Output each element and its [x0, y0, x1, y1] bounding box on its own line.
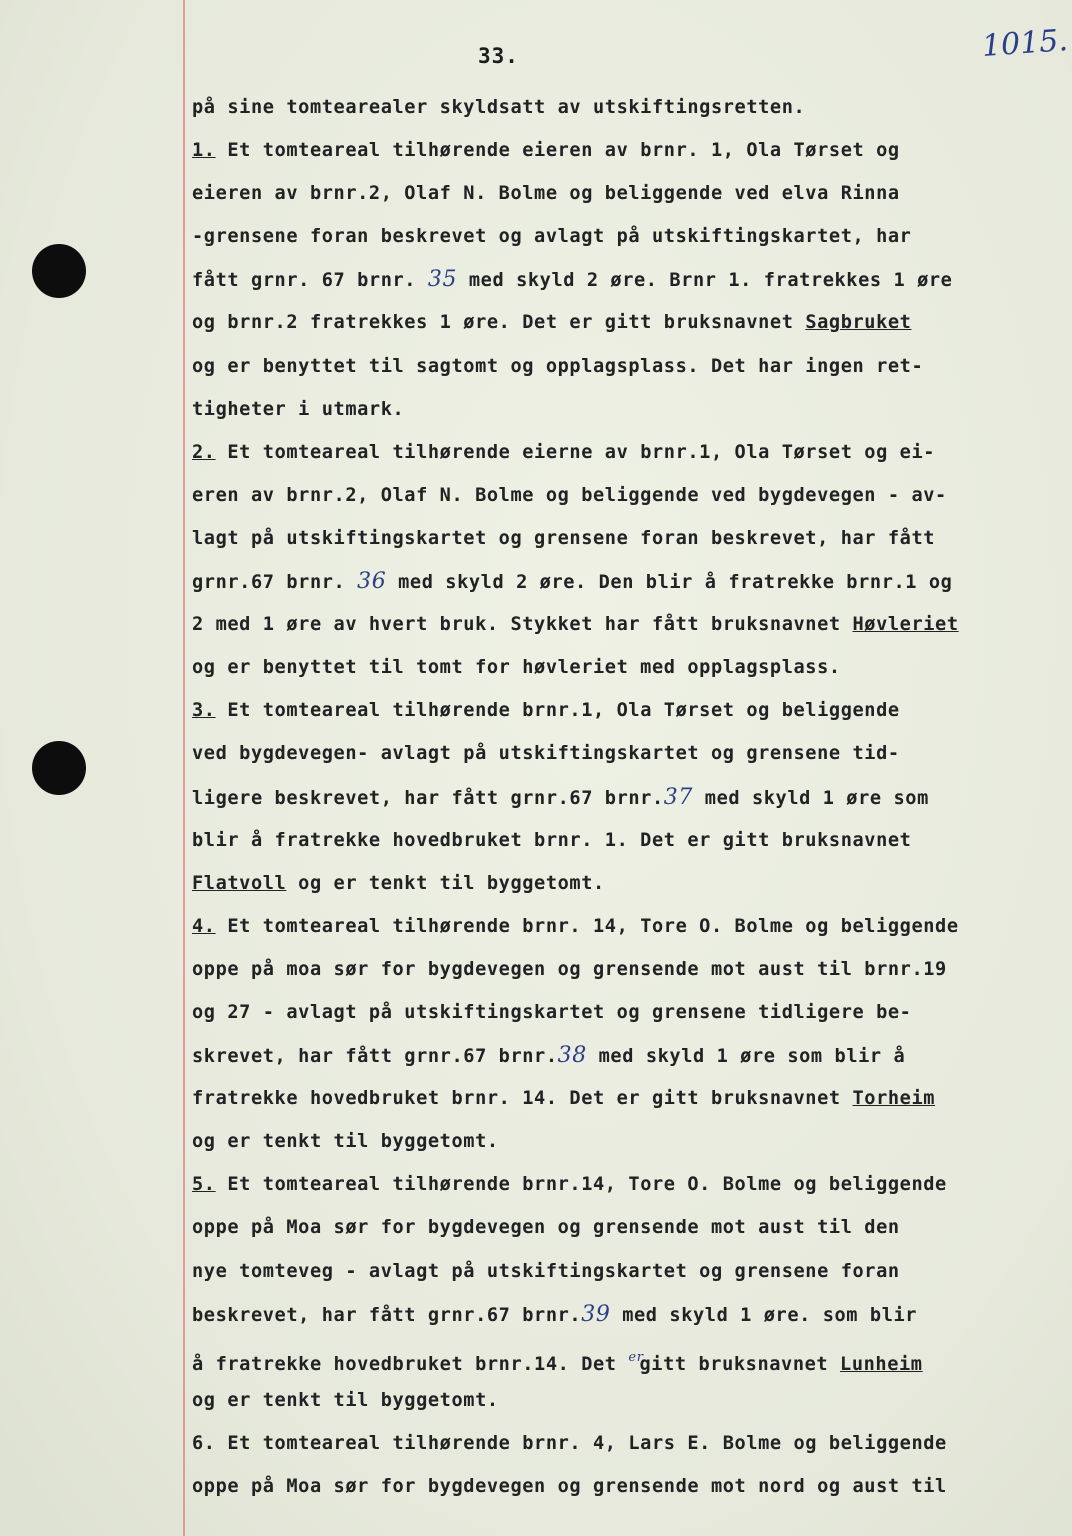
text-line: [192, 86, 1042, 129]
text-segment: med skyld 1 øre. som blir: [610, 1304, 918, 1326]
text-segment: lagt på utskiftingskartet og grensene foran beskrevet, har fått: [192, 527, 936, 549]
text-line: [192, 862, 1042, 905]
text-line: [192, 1293, 1042, 1336]
text-segment: oppe på Moa sør for bygdevegen og grensende mot nord og aust til: [192, 1476, 947, 1497]
handwritten-brnr-number: 37: [663, 784, 693, 810]
text-segment: 6. Et tomteareal tilhørende brnr. 4, Lars E. Bolme og beliggende: [192, 1432, 947, 1454]
text-line: [192, 301, 1042, 344]
handwritten-brnr-number: 35: [427, 267, 458, 293]
text-segment: -grensene foran beskrevet og avlagt på utskiftingskartet, har: [192, 226, 912, 248]
text-line: [192, 819, 1042, 862]
text-line: [192, 646, 1042, 689]
text-line: [192, 129, 1042, 172]
text-segment: og er benyttet til tomt for høvleriet med opplagsplass.: [192, 657, 841, 679]
text-segment: og brnr.2 fratrekkes 1 øre. Det er gitt bruksnavnet: [192, 312, 806, 334]
text-line: [192, 517, 1042, 560]
text-line: [192, 1034, 1042, 1077]
text-line: [192, 603, 1042, 646]
text-line: [192, 991, 1042, 1034]
text-line: [192, 689, 1042, 732]
underlined-farm-name: Lunheim: [840, 1353, 923, 1375]
text-segment: ved bygdevegen- avlagt på utskiftingskartet og grensene tid-: [192, 743, 900, 765]
text-segment: oppe på Moa sør for bygdevegen og grensende mot aust til den: [192, 1217, 900, 1239]
text-line: [192, 1422, 1042, 1465]
text-segment: gitt bruksnavnet: [639, 1353, 841, 1375]
text-line: [192, 345, 1042, 388]
text-segment: og er tenkt til byggetomt.: [192, 1131, 499, 1153]
text-line: [192, 1465, 1042, 1508]
section-number: 4.: [192, 915, 216, 937]
handwritten-insertion: er: [628, 1349, 644, 1365]
text-segment: Et tomteareal tilhørende eieren av brnr. 1, Ola Tørset og: [215, 140, 900, 162]
text-segment: ligere beskrevet, har fått grnr.67 brnr.: [192, 787, 664, 809]
text-segment: eieren av brnr.2, Olaf N. Bolme og beliggende ved elva Rinna: [192, 183, 900, 205]
text-segment: skrevet, har fått grnr.67 brnr.: [192, 1046, 558, 1068]
handwritten-brnr-number: 38: [557, 1043, 587, 1069]
text-line: [192, 1163, 1042, 1206]
handwritten-brnr-number: 36: [357, 569, 387, 595]
text-segment: Et tomteareal tilhørende brnr. 14, Tore O. Bolme og beliggende: [215, 915, 959, 937]
text-line: [192, 1336, 1042, 1379]
text-segment: på sine tomtearealer skyldsatt av utskiftingsretten.: [192, 97, 806, 118]
text-segment: eren av brnr.2, Olaf N. Bolme og beliggende ved bygdevegen - av-: [192, 484, 947, 506]
text-line: [192, 474, 1042, 517]
text-segment: nye tomteveg - avlagt på utskiftingskartet og grensene foran: [192, 1260, 900, 1282]
margin-rule: [183, 0, 185, 1536]
text-line: [192, 258, 1042, 301]
text-segment: blir å fratrekke hovedbruket brnr. 1. Det er gitt bruksnavnet: [192, 829, 912, 851]
text-line: [192, 1379, 1042, 1422]
page-number: 33.: [478, 44, 519, 68]
section-number: 5.: [192, 1174, 216, 1196]
punch-hole-bottom: [32, 741, 86, 795]
text-segment: med skyld 1 øre som: [692, 787, 929, 809]
handwritten-brnr-number: 39: [581, 1301, 611, 1327]
section-number: 3.: [192, 700, 216, 722]
typed-text-body: [192, 86, 1042, 1508]
text-segment: grnr.67 brnr.: [192, 572, 358, 594]
text-line: [192, 431, 1042, 474]
underlined-farm-name: Flatvoll: [192, 872, 287, 894]
text-segment: å fratrekke hovedbruket brnr.14. Det: [192, 1353, 629, 1375]
text-line: [192, 560, 1042, 603]
text-line: [192, 172, 1042, 215]
text-segment: 2 med 1 øre av hvert bruk. Stykket har fått bruksnavnet: [192, 614, 853, 636]
punch-hole-top: [32, 244, 86, 298]
underlined-farm-name: Høvleriet: [852, 614, 959, 636]
underlined-farm-name: Sagbruket: [805, 312, 912, 334]
text-segment: fratrekke hovedbruket brnr. 14. Det er gitt bruksnavnet: [192, 1088, 853, 1110]
underlined-farm-name: Torheim: [852, 1088, 936, 1110]
text-line: [192, 215, 1042, 258]
handwritten-folio-number: 1015.: [980, 23, 1070, 64]
text-segment: tigheter i utmark.: [192, 398, 405, 420]
section-number: 1.: [192, 140, 216, 162]
text-segment: og 27 - avlagt på utskiftingskartet og grensene tidligere be-: [192, 1001, 912, 1023]
text-segment: oppe på moa sør for bygdevegen og grensende mot aust til brnr.19: [192, 958, 947, 980]
text-line: [192, 1077, 1042, 1120]
text-line: [192, 1250, 1042, 1293]
text-segment: og er benyttet til sagtomt og opplagsplass. Det har ingen ret-: [192, 355, 924, 377]
text-segment: Et tomteareal tilhørende brnr.1, Ola Tørset og beliggende: [215, 700, 900, 722]
text-line: [192, 905, 1042, 948]
text-line: [192, 388, 1042, 431]
text-line: [192, 776, 1042, 819]
text-segment: beskrevet, har fått grnr.67 brnr.: [192, 1304, 582, 1326]
text-line: [192, 1120, 1042, 1163]
text-segment: og er tenkt til byggetomt.: [286, 872, 605, 894]
text-line: [192, 1206, 1042, 1249]
text-segment: fått grnr. 67 brnr.: [192, 270, 428, 292]
text-segment: med skyld 2 øre. Den blir å fratrekke brnr.1 og: [386, 572, 953, 594]
text-line: [192, 948, 1042, 991]
section-number: 2.: [192, 441, 216, 463]
text-segment: Et tomteareal tilhørende eierne av brnr.1, Ola Tørset og ei-: [215, 441, 936, 463]
text-segment: med skyld 2 øre. Brnr 1. fratrekkes 1 øre: [457, 270, 953, 292]
text-segment: Et tomteareal tilhørende brnr.14, Tore O. Bolme og beliggende: [215, 1174, 947, 1196]
text-segment: med skyld 1 øre som blir å: [586, 1046, 906, 1068]
text-segment: og er tenkt til byggetomt.: [192, 1389, 499, 1411]
text-line: [192, 732, 1042, 775]
